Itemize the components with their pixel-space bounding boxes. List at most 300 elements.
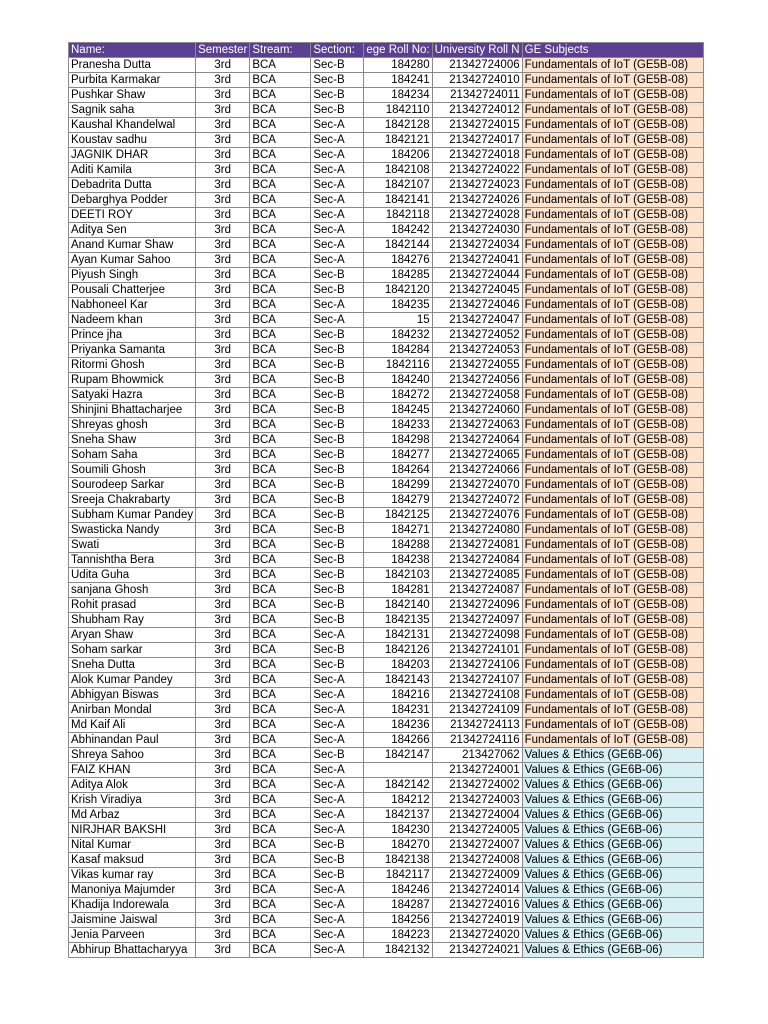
cell-semester[interactable]: 3rd	[196, 478, 250, 493]
cell-name[interactable]: Jaismine Jaiswal	[69, 913, 196, 928]
cell-semester[interactable]: 3rd	[196, 598, 250, 613]
cell-name[interactable]: Shreya Sahoo	[69, 748, 196, 763]
cell-semester[interactable]: 3rd	[196, 463, 250, 478]
cell-stream[interactable]: BCA	[250, 223, 311, 238]
cell-section[interactable]: Sec-A	[311, 688, 364, 703]
cell-semester[interactable]: 3rd	[196, 658, 250, 673]
cell-semester[interactable]: 3rd	[196, 553, 250, 568]
cell-section[interactable]: Sec-B	[311, 583, 364, 598]
cell-college-roll[interactable]: 1842135	[364, 613, 432, 628]
cell-semester[interactable]: 3rd	[196, 328, 250, 343]
cell-semester[interactable]: 3rd	[196, 763, 250, 778]
cell-section[interactable]: Sec-A	[311, 703, 364, 718]
cell-college-roll[interactable]	[364, 763, 432, 778]
cell-college-roll[interactable]: 1842147	[364, 748, 432, 763]
cell-section[interactable]: Sec-B	[311, 433, 364, 448]
cell-name[interactable]: Swasticka Nandy	[69, 523, 196, 538]
cell-name[interactable]: Manoniya Majumder	[69, 883, 196, 898]
cell-semester[interactable]: 3rd	[196, 838, 250, 853]
cell-stream[interactable]: BCA	[250, 238, 311, 253]
cell-semester[interactable]: 3rd	[196, 673, 250, 688]
cell-section[interactable]: Sec-B	[311, 58, 364, 73]
cell-stream[interactable]: BCA	[250, 478, 311, 493]
cell-stream[interactable]: BCA	[250, 88, 311, 103]
cell-name[interactable]: Vikas kumar ray	[69, 868, 196, 883]
cell-section[interactable]: Sec-A	[311, 313, 364, 328]
cell-ge-subject[interactable]: Values & Ethics (GE6B-06)	[522, 763, 703, 778]
cell-stream[interactable]: BCA	[250, 643, 311, 658]
cell-section[interactable]: Sec-B	[311, 358, 364, 373]
cell-name[interactable]: Koustav sadhu	[69, 133, 196, 148]
cell-stream[interactable]: BCA	[250, 538, 311, 553]
cell-semester[interactable]: 3rd	[196, 898, 250, 913]
cell-ge-subject[interactable]: Values & Ethics (GE6B-06)	[522, 913, 703, 928]
cell-ge-subject[interactable]: Fundamentals of IoT (GE5B-08)	[522, 688, 703, 703]
cell-stream[interactable]: BCA	[250, 358, 311, 373]
cell-college-roll[interactable]: 1842126	[364, 643, 432, 658]
cell-semester[interactable]: 3rd	[196, 778, 250, 793]
cell-university-roll[interactable]: 21342724021	[432, 943, 522, 958]
cell-section[interactable]: Sec-B	[311, 508, 364, 523]
cell-ge-subject[interactable]: Fundamentals of IoT (GE5B-08)	[522, 223, 703, 238]
cell-ge-subject[interactable]: Values & Ethics (GE6B-06)	[522, 943, 703, 958]
cell-stream[interactable]: BCA	[250, 373, 311, 388]
cell-name[interactable]: Pranesha Dutta	[69, 58, 196, 73]
cell-university-roll[interactable]: 21342724019	[432, 913, 522, 928]
cell-semester[interactable]: 3rd	[196, 913, 250, 928]
cell-section[interactable]: Sec-A	[311, 733, 364, 748]
cell-university-roll[interactable]: 21342724007	[432, 838, 522, 853]
cell-section[interactable]: Sec-A	[311, 793, 364, 808]
cell-section[interactable]: Sec-B	[311, 643, 364, 658]
cell-university-roll[interactable]: 21342724056	[432, 373, 522, 388]
cell-name[interactable]: Ayan Kumar Sahoo	[69, 253, 196, 268]
cell-section[interactable]: Sec-A	[311, 913, 364, 928]
cell-college-roll[interactable]: 184279	[364, 493, 432, 508]
cell-ge-subject[interactable]: Values & Ethics (GE6B-06)	[522, 868, 703, 883]
cell-semester[interactable]: 3rd	[196, 688, 250, 703]
cell-ge-subject[interactable]: Fundamentals of IoT (GE5B-08)	[522, 658, 703, 673]
cell-name[interactable]: Satyaki Hazra	[69, 388, 196, 403]
cell-section[interactable]: Sec-A	[311, 223, 364, 238]
cell-semester[interactable]: 3rd	[196, 703, 250, 718]
cell-semester[interactable]: 3rd	[196, 178, 250, 193]
cell-name[interactable]: Udita Guha	[69, 568, 196, 583]
cell-name[interactable]: Sagnik saha	[69, 103, 196, 118]
cell-stream[interactable]: BCA	[250, 673, 311, 688]
cell-ge-subject[interactable]: Values & Ethics (GE6B-06)	[522, 898, 703, 913]
cell-name[interactable]: Aditya Alok	[69, 778, 196, 793]
cell-university-roll[interactable]: 21342724080	[432, 523, 522, 538]
cell-name[interactable]: Ritormi Ghosh	[69, 358, 196, 373]
cell-college-roll[interactable]: 1842141	[364, 193, 432, 208]
cell-ge-subject[interactable]: Fundamentals of IoT (GE5B-08)	[522, 403, 703, 418]
cell-ge-subject[interactable]: Fundamentals of IoT (GE5B-08)	[522, 118, 703, 133]
cell-stream[interactable]: BCA	[250, 808, 311, 823]
cell-stream[interactable]: BCA	[250, 943, 311, 958]
cell-name[interactable]: Md Arbaz	[69, 808, 196, 823]
cell-name[interactable]: Purbita Karmakar	[69, 73, 196, 88]
cell-section[interactable]: Sec-B	[311, 568, 364, 583]
cell-ge-subject[interactable]: Fundamentals of IoT (GE5B-08)	[522, 103, 703, 118]
cell-college-roll[interactable]: 1842128	[364, 118, 432, 133]
cell-name[interactable]: Abhigyan Biswas	[69, 688, 196, 703]
cell-ge-subject[interactable]: Fundamentals of IoT (GE5B-08)	[522, 448, 703, 463]
cell-name[interactable]: Sourodeep Sarkar	[69, 478, 196, 493]
cell-semester[interactable]: 3rd	[196, 883, 250, 898]
cell-section[interactable]: Sec-B	[311, 463, 364, 478]
cell-semester[interactable]: 3rd	[196, 283, 250, 298]
cell-stream[interactable]: BCA	[250, 913, 311, 928]
cell-ge-subject[interactable]: Fundamentals of IoT (GE5B-08)	[522, 148, 703, 163]
cell-stream[interactable]: BCA	[250, 733, 311, 748]
cell-semester[interactable]: 3rd	[196, 448, 250, 463]
cell-college-roll[interactable]: 184233	[364, 418, 432, 433]
cell-college-roll[interactable]: 184281	[364, 583, 432, 598]
cell-college-roll[interactable]: 184236	[364, 718, 432, 733]
cell-semester[interactable]: 3rd	[196, 538, 250, 553]
cell-university-roll[interactable]: 21342724023	[432, 178, 522, 193]
cell-stream[interactable]: BCA	[250, 628, 311, 643]
cell-section[interactable]: Sec-A	[311, 883, 364, 898]
cell-ge-subject[interactable]: Fundamentals of IoT (GE5B-08)	[522, 238, 703, 253]
cell-ge-subject[interactable]: Fundamentals of IoT (GE5B-08)	[522, 583, 703, 598]
cell-university-roll[interactable]: 21342724047	[432, 313, 522, 328]
cell-college-roll[interactable]: 184285	[364, 268, 432, 283]
cell-name[interactable]: Rohit prasad	[69, 598, 196, 613]
cell-ge-subject[interactable]: Fundamentals of IoT (GE5B-08)	[522, 283, 703, 298]
cell-college-roll[interactable]: 184231	[364, 703, 432, 718]
cell-ge-subject[interactable]: Fundamentals of IoT (GE5B-08)	[522, 88, 703, 103]
cell-section[interactable]: Sec-A	[311, 133, 364, 148]
cell-university-roll[interactable]: 21342724041	[432, 253, 522, 268]
cell-ge-subject[interactable]: Fundamentals of IoT (GE5B-08)	[522, 298, 703, 313]
cell-college-roll[interactable]: 184272	[364, 388, 432, 403]
cell-ge-subject[interactable]: Fundamentals of IoT (GE5B-08)	[522, 598, 703, 613]
cell-name[interactable]: Nabhoneel Kar	[69, 298, 196, 313]
cell-college-roll[interactable]: 184234	[364, 88, 432, 103]
cell-college-roll[interactable]: 184276	[364, 253, 432, 268]
cell-stream[interactable]: BCA	[250, 253, 311, 268]
cell-university-roll[interactable]: 21342724107	[432, 673, 522, 688]
cell-university-roll[interactable]: 21342724014	[432, 883, 522, 898]
cell-section[interactable]: Sec-A	[311, 238, 364, 253]
cell-semester[interactable]: 3rd	[196, 523, 250, 538]
cell-name[interactable]: sanjana Ghosh	[69, 583, 196, 598]
cell-stream[interactable]: BCA	[250, 73, 311, 88]
cell-section[interactable]: Sec-B	[311, 283, 364, 298]
cell-semester[interactable]: 3rd	[196, 253, 250, 268]
cell-section[interactable]: Sec-A	[311, 628, 364, 643]
cell-college-roll[interactable]: 184216	[364, 688, 432, 703]
cell-college-roll[interactable]: 1842110	[364, 103, 432, 118]
cell-name[interactable]: JAGNIK DHAR	[69, 148, 196, 163]
cell-semester[interactable]: 3rd	[196, 718, 250, 733]
cell-college-roll[interactable]: 1842131	[364, 628, 432, 643]
cell-college-roll[interactable]: 1842107	[364, 178, 432, 193]
cell-university-roll[interactable]: 21342724109	[432, 703, 522, 718]
cell-name[interactable]: Anand Kumar Shaw	[69, 238, 196, 253]
cell-ge-subject[interactable]: Fundamentals of IoT (GE5B-08)	[522, 553, 703, 568]
cell-university-roll[interactable]: 21342724055	[432, 358, 522, 373]
cell-name[interactable]: Sneha Dutta	[69, 658, 196, 673]
cell-stream[interactable]: BCA	[250, 598, 311, 613]
cell-name[interactable]: Nadeem khan	[69, 313, 196, 328]
header-university-roll[interactable]: University Roll N	[432, 43, 522, 58]
cell-section[interactable]: Sec-B	[311, 328, 364, 343]
cell-university-roll[interactable]: 21342724053	[432, 343, 522, 358]
cell-semester[interactable]: 3rd	[196, 373, 250, 388]
cell-ge-subject[interactable]: Fundamentals of IoT (GE5B-08)	[522, 358, 703, 373]
cell-semester[interactable]: 3rd	[196, 643, 250, 658]
cell-stream[interactable]: BCA	[250, 388, 311, 403]
cell-college-roll[interactable]: 184241	[364, 73, 432, 88]
cell-college-roll[interactable]: 1842144	[364, 238, 432, 253]
cell-ge-subject[interactable]: Fundamentals of IoT (GE5B-08)	[522, 628, 703, 643]
cell-semester[interactable]: 3rd	[196, 583, 250, 598]
cell-semester[interactable]: 3rd	[196, 88, 250, 103]
cell-section[interactable]: Sec-A	[311, 808, 364, 823]
cell-college-roll[interactable]: 184288	[364, 538, 432, 553]
cell-semester[interactable]: 3rd	[196, 133, 250, 148]
cell-semester[interactable]: 3rd	[196, 793, 250, 808]
cell-name[interactable]: Abhirup Bhattacharyya	[69, 943, 196, 958]
cell-ge-subject[interactable]: Fundamentals of IoT (GE5B-08)	[522, 328, 703, 343]
cell-ge-subject[interactable]: Fundamentals of IoT (GE5B-08)	[522, 178, 703, 193]
cell-ge-subject[interactable]: Fundamentals of IoT (GE5B-08)	[522, 643, 703, 658]
cell-name[interactable]: Soumili Ghosh	[69, 463, 196, 478]
cell-semester[interactable]: 3rd	[196, 298, 250, 313]
cell-college-roll[interactable]: 184206	[364, 148, 432, 163]
cell-university-roll[interactable]: 21342724020	[432, 928, 522, 943]
cell-ge-subject[interactable]: Fundamentals of IoT (GE5B-08)	[522, 673, 703, 688]
cell-stream[interactable]: BCA	[250, 268, 311, 283]
cell-university-roll[interactable]: 21342724018	[432, 148, 522, 163]
cell-college-roll[interactable]: 1842132	[364, 943, 432, 958]
cell-section[interactable]: Sec-B	[311, 403, 364, 418]
cell-ge-subject[interactable]: Fundamentals of IoT (GE5B-08)	[522, 523, 703, 538]
cell-section[interactable]: Sec-A	[311, 823, 364, 838]
cell-ge-subject[interactable]: Fundamentals of IoT (GE5B-08)	[522, 568, 703, 583]
cell-section[interactable]: Sec-A	[311, 163, 364, 178]
cell-university-roll[interactable]: 21342724005	[432, 823, 522, 838]
header-stream[interactable]: Stream:	[250, 43, 311, 58]
cell-ge-subject[interactable]: Fundamentals of IoT (GE5B-08)	[522, 418, 703, 433]
cell-stream[interactable]: BCA	[250, 433, 311, 448]
cell-semester[interactable]: 3rd	[196, 73, 250, 88]
cell-ge-subject[interactable]: Values & Ethics (GE6B-06)	[522, 823, 703, 838]
cell-college-roll[interactable]: 1842140	[364, 598, 432, 613]
cell-name[interactable]: Soham sarkar	[69, 643, 196, 658]
cell-college-roll[interactable]: 1842143	[364, 673, 432, 688]
cell-name[interactable]: Jenia Parveen	[69, 928, 196, 943]
cell-ge-subject[interactable]: Fundamentals of IoT (GE5B-08)	[522, 613, 703, 628]
cell-university-roll[interactable]: 21342724113	[432, 718, 522, 733]
cell-university-roll[interactable]: 21342724022	[432, 163, 522, 178]
cell-stream[interactable]: BCA	[250, 313, 311, 328]
cell-college-roll[interactable]: 1842120	[364, 283, 432, 298]
cell-ge-subject[interactable]: Values & Ethics (GE6B-06)	[522, 928, 703, 943]
cell-college-roll[interactable]: 1842121	[364, 133, 432, 148]
cell-section[interactable]: Sec-B	[311, 658, 364, 673]
cell-name[interactable]: Swati	[69, 538, 196, 553]
header-semester[interactable]: Semester	[196, 43, 250, 58]
cell-semester[interactable]: 3rd	[196, 943, 250, 958]
cell-stream[interactable]: BCA	[250, 883, 311, 898]
cell-college-roll[interactable]: 1842118	[364, 208, 432, 223]
cell-college-roll[interactable]: 184230	[364, 823, 432, 838]
cell-stream[interactable]: BCA	[250, 688, 311, 703]
cell-ge-subject[interactable]: Values & Ethics (GE6B-06)	[522, 778, 703, 793]
cell-semester[interactable]: 3rd	[196, 163, 250, 178]
cell-section[interactable]: Sec-A	[311, 898, 364, 913]
cell-ge-subject[interactable]: Fundamentals of IoT (GE5B-08)	[522, 388, 703, 403]
cell-semester[interactable]: 3rd	[196, 853, 250, 868]
cell-stream[interactable]: BCA	[250, 148, 311, 163]
cell-stream[interactable]: BCA	[250, 658, 311, 673]
cell-ge-subject[interactable]: Fundamentals of IoT (GE5B-08)	[522, 253, 703, 268]
cell-stream[interactable]: BCA	[250, 118, 311, 133]
cell-university-roll[interactable]: 21342724060	[432, 403, 522, 418]
cell-stream[interactable]: BCA	[250, 763, 311, 778]
cell-name[interactable]: Shubham Ray	[69, 613, 196, 628]
cell-university-roll[interactable]: 21342724058	[432, 388, 522, 403]
cell-section[interactable]: Sec-B	[311, 343, 364, 358]
cell-university-roll[interactable]: 21342724085	[432, 568, 522, 583]
cell-section[interactable]: Sec-A	[311, 193, 364, 208]
cell-name[interactable]: Shreyas ghosh	[69, 418, 196, 433]
cell-college-roll[interactable]: 184223	[364, 928, 432, 943]
cell-university-roll[interactable]: 21342724016	[432, 898, 522, 913]
cell-name[interactable]: Piyush Singh	[69, 268, 196, 283]
cell-section[interactable]: Sec-A	[311, 118, 364, 133]
cell-name[interactable]: Krish Viradiya	[69, 793, 196, 808]
cell-university-roll[interactable]: 21342724003	[432, 793, 522, 808]
cell-college-roll[interactable]: 1842138	[364, 853, 432, 868]
cell-name[interactable]: Khadija Indorewala	[69, 898, 196, 913]
cell-college-roll[interactable]: 184238	[364, 553, 432, 568]
cell-college-roll[interactable]: 15	[364, 313, 432, 328]
cell-college-roll[interactable]: 184203	[364, 658, 432, 673]
cell-semester[interactable]: 3rd	[196, 343, 250, 358]
cell-college-roll[interactable]: 1842142	[364, 778, 432, 793]
cell-section[interactable]: Sec-B	[311, 418, 364, 433]
cell-college-roll[interactable]: 184242	[364, 223, 432, 238]
cell-university-roll[interactable]: 21342724028	[432, 208, 522, 223]
cell-semester[interactable]: 3rd	[196, 868, 250, 883]
cell-semester[interactable]: 3rd	[196, 223, 250, 238]
cell-name[interactable]: Tannishtha Bera	[69, 553, 196, 568]
cell-stream[interactable]: BCA	[250, 793, 311, 808]
cell-university-roll[interactable]: 21342724012	[432, 103, 522, 118]
cell-name[interactable]: Subham Kumar Pandey	[69, 508, 196, 523]
cell-ge-subject[interactable]: Fundamentals of IoT (GE5B-08)	[522, 58, 703, 73]
cell-university-roll[interactable]: 21342724004	[432, 808, 522, 823]
cell-section[interactable]: Sec-B	[311, 88, 364, 103]
cell-university-roll[interactable]: 21342724101	[432, 643, 522, 658]
cell-university-roll[interactable]: 21342724096	[432, 598, 522, 613]
cell-ge-subject[interactable]: Fundamentals of IoT (GE5B-08)	[522, 478, 703, 493]
cell-section[interactable]: Sec-B	[311, 478, 364, 493]
cell-college-roll[interactable]: 1842125	[364, 508, 432, 523]
cell-semester[interactable]: 3rd	[196, 433, 250, 448]
cell-semester[interactable]: 3rd	[196, 733, 250, 748]
cell-semester[interactable]: 3rd	[196, 403, 250, 418]
cell-ge-subject[interactable]: Fundamentals of IoT (GE5B-08)	[522, 538, 703, 553]
cell-university-roll[interactable]: 21342724015	[432, 118, 522, 133]
cell-name[interactable]: Priyanka Samanta	[69, 343, 196, 358]
cell-college-roll[interactable]: 184270	[364, 838, 432, 853]
cell-name[interactable]: Aditi Kamila	[69, 163, 196, 178]
cell-name[interactable]: Alok Kumar Pandey	[69, 673, 196, 688]
cell-name[interactable]: Kasaf maksud	[69, 853, 196, 868]
cell-university-roll[interactable]: 21342724002	[432, 778, 522, 793]
cell-stream[interactable]: BCA	[250, 553, 311, 568]
cell-college-roll[interactable]: 184246	[364, 883, 432, 898]
cell-ge-subject[interactable]: Fundamentals of IoT (GE5B-08)	[522, 313, 703, 328]
cell-college-roll[interactable]: 184277	[364, 448, 432, 463]
cell-college-roll[interactable]: 184256	[364, 913, 432, 928]
cell-ge-subject[interactable]: Fundamentals of IoT (GE5B-08)	[522, 193, 703, 208]
cell-ge-subject[interactable]: Values & Ethics (GE6B-06)	[522, 748, 703, 763]
cell-university-roll[interactable]: 21342724001	[432, 763, 522, 778]
cell-semester[interactable]: 3rd	[196, 418, 250, 433]
cell-semester[interactable]: 3rd	[196, 148, 250, 163]
cell-university-roll[interactable]: 21342724116	[432, 733, 522, 748]
cell-section[interactable]: Sec-A	[311, 778, 364, 793]
cell-semester[interactable]: 3rd	[196, 58, 250, 73]
cell-stream[interactable]: BCA	[250, 838, 311, 853]
cell-university-roll[interactable]: 21342724098	[432, 628, 522, 643]
cell-ge-subject[interactable]: Fundamentals of IoT (GE5B-08)	[522, 733, 703, 748]
cell-semester[interactable]: 3rd	[196, 313, 250, 328]
cell-university-roll[interactable]: 21342724010	[432, 73, 522, 88]
cell-college-roll[interactable]: 184245	[364, 403, 432, 418]
cell-stream[interactable]: BCA	[250, 58, 311, 73]
cell-ge-subject[interactable]: Values & Ethics (GE6B-06)	[522, 853, 703, 868]
cell-section[interactable]: Sec-B	[311, 853, 364, 868]
cell-university-roll[interactable]: 21342724008	[432, 853, 522, 868]
cell-section[interactable]: Sec-A	[311, 178, 364, 193]
cell-university-roll[interactable]: 21342724076	[432, 508, 522, 523]
cell-college-roll[interactable]: 1842116	[364, 358, 432, 373]
cell-section[interactable]: Sec-B	[311, 493, 364, 508]
cell-section[interactable]: Sec-B	[311, 613, 364, 628]
cell-ge-subject[interactable]: Fundamentals of IoT (GE5B-08)	[522, 163, 703, 178]
cell-stream[interactable]: BCA	[250, 418, 311, 433]
cell-section[interactable]: Sec-A	[311, 763, 364, 778]
cell-section[interactable]: Sec-A	[311, 298, 364, 313]
cell-ge-subject[interactable]: Fundamentals of IoT (GE5B-08)	[522, 508, 703, 523]
cell-university-roll[interactable]: 21342724084	[432, 553, 522, 568]
cell-name[interactable]: Sreeja Chakrabarty	[69, 493, 196, 508]
cell-ge-subject[interactable]: Fundamentals of IoT (GE5B-08)	[522, 703, 703, 718]
cell-ge-subject[interactable]: Values & Ethics (GE6B-06)	[522, 838, 703, 853]
cell-section[interactable]: Sec-A	[311, 718, 364, 733]
cell-stream[interactable]: BCA	[250, 703, 311, 718]
cell-stream[interactable]: BCA	[250, 853, 311, 868]
cell-name[interactable]: NIRJHAR BAKSHI	[69, 823, 196, 838]
cell-university-roll[interactable]: 21342724030	[432, 223, 522, 238]
cell-ge-subject[interactable]: Fundamentals of IoT (GE5B-08)	[522, 433, 703, 448]
cell-name[interactable]: Anirban Mondal	[69, 703, 196, 718]
cell-college-roll[interactable]: 1842103	[364, 568, 432, 583]
cell-college-roll[interactable]: 184299	[364, 478, 432, 493]
cell-university-roll[interactable]: 21342724046	[432, 298, 522, 313]
cell-ge-subject[interactable]: Fundamentals of IoT (GE5B-08)	[522, 343, 703, 358]
cell-stream[interactable]: BCA	[250, 133, 311, 148]
cell-semester[interactable]: 3rd	[196, 118, 250, 133]
